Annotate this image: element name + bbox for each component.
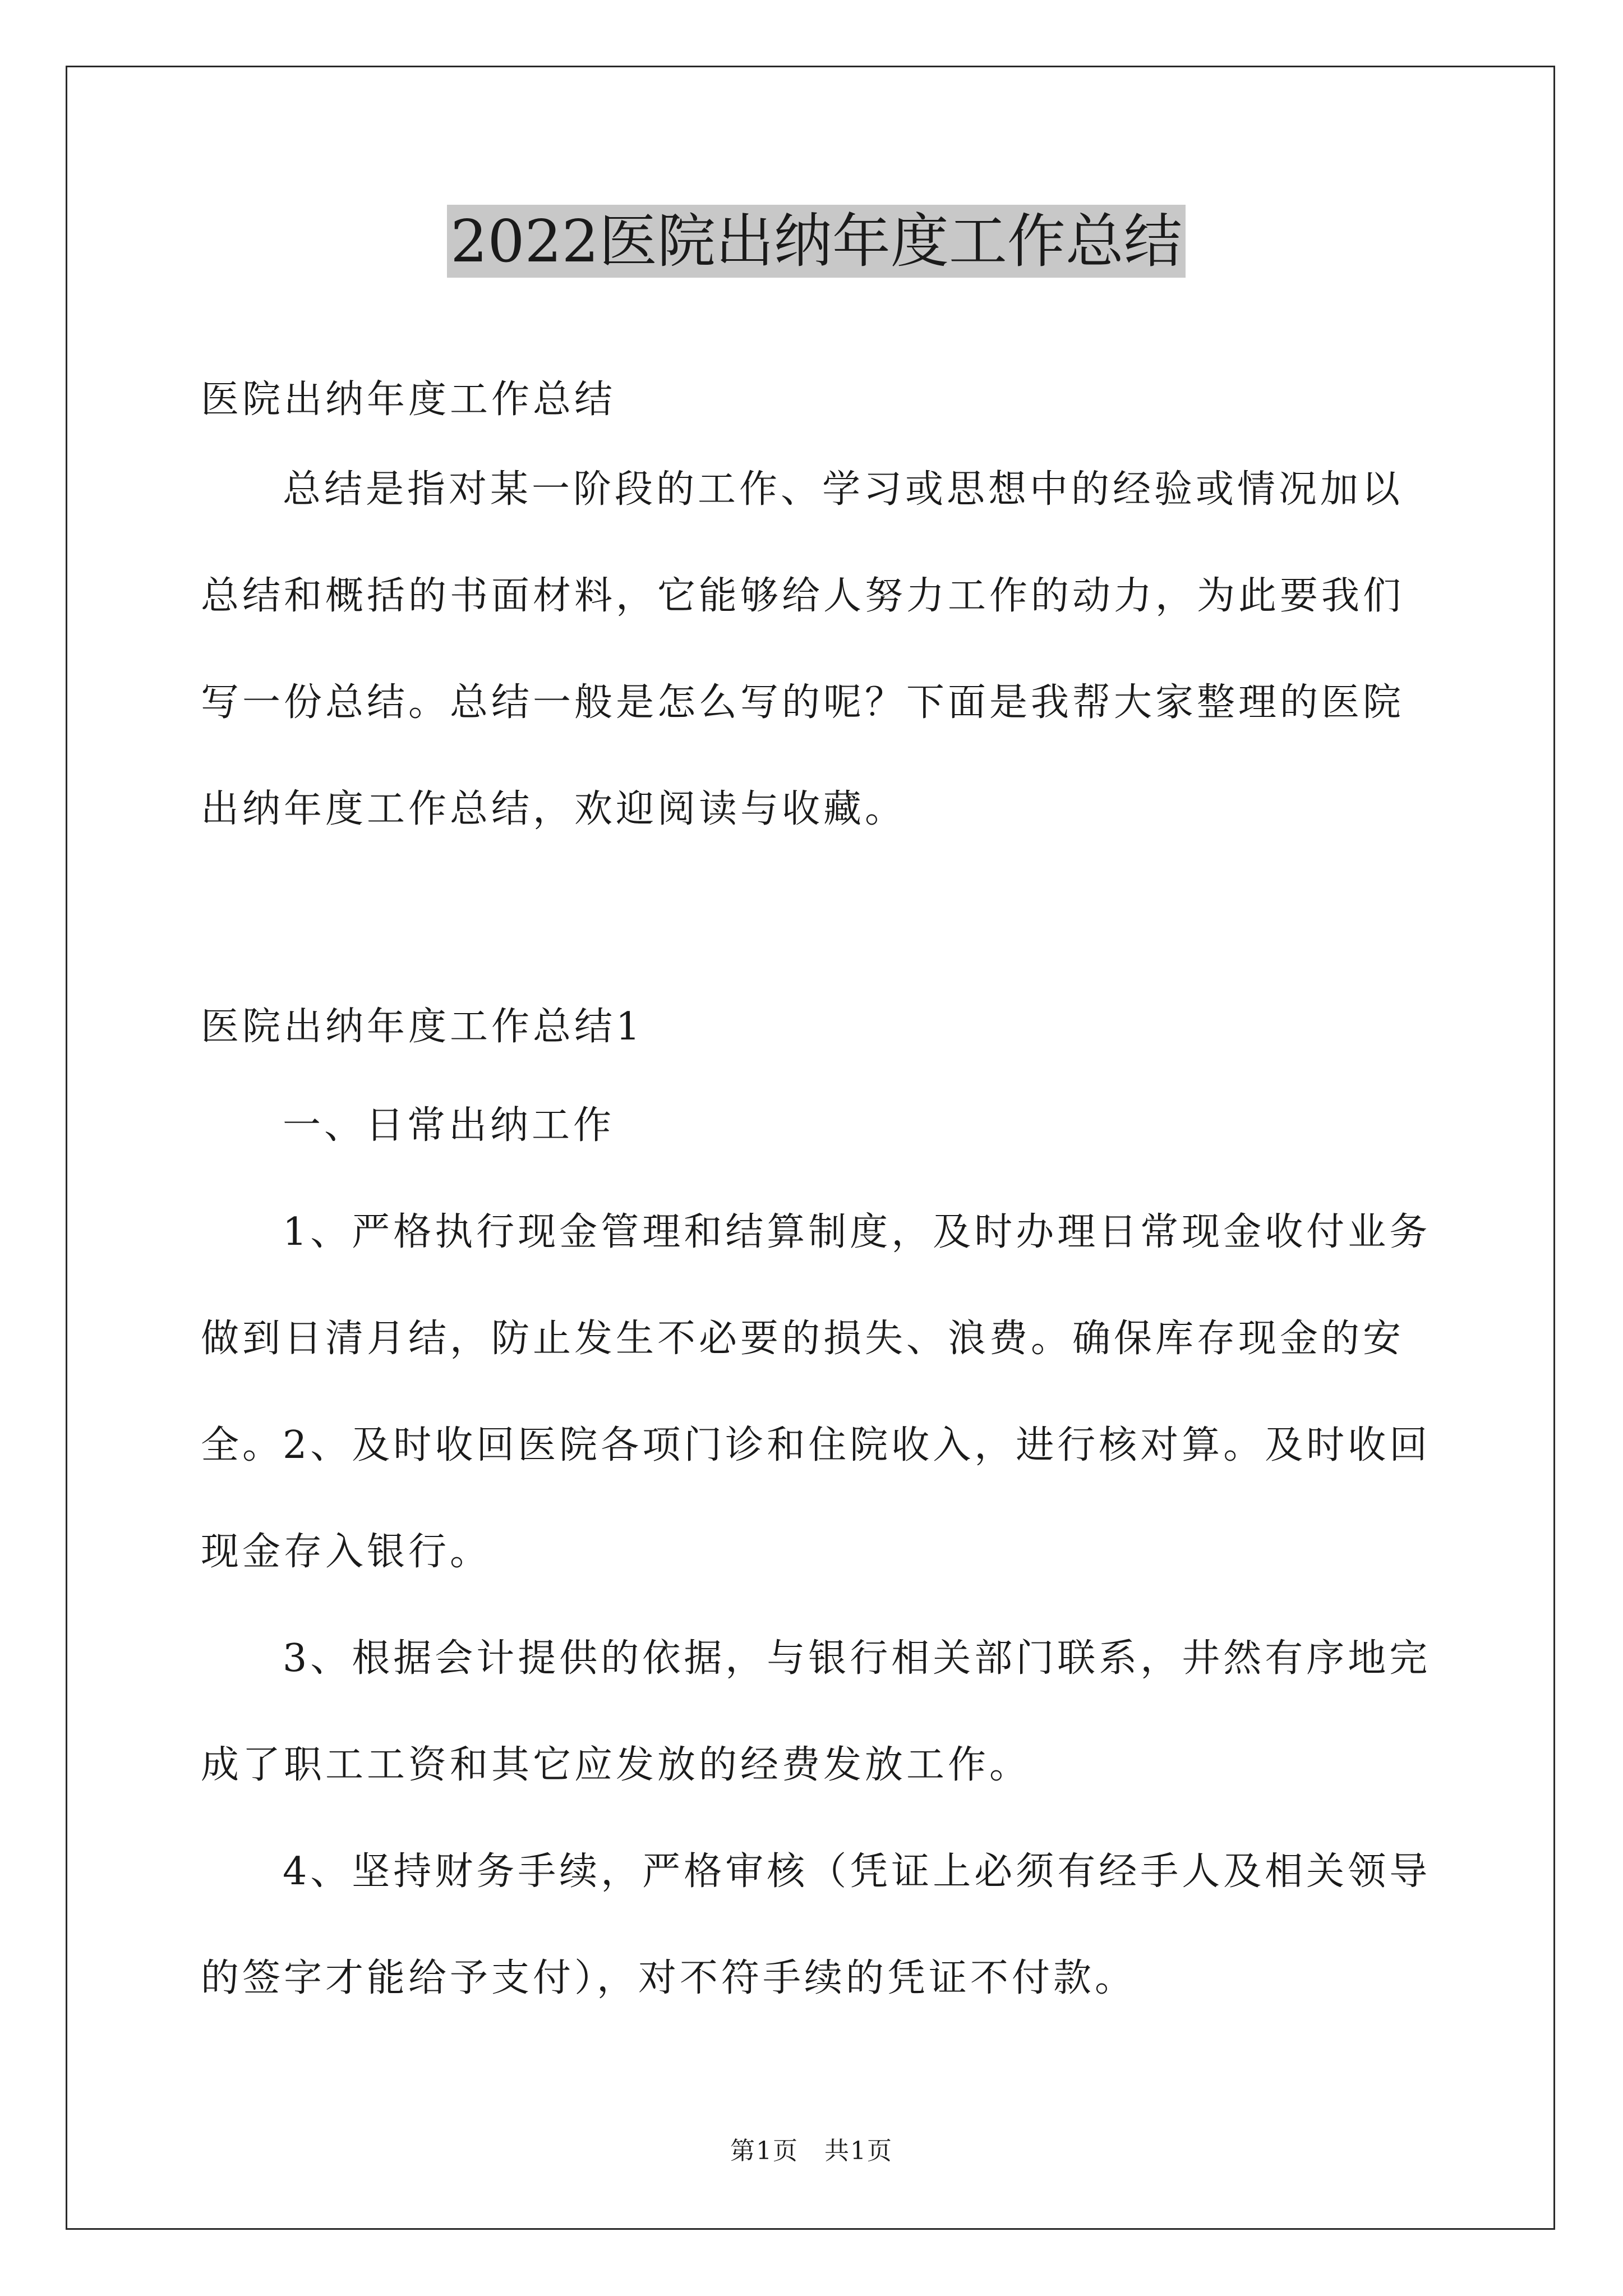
list-item: 2、及时收回医院各项门诊和住院收入，进行核对算。及时收回现金存入银行。: [201, 1423, 1431, 1574]
intro-paragraph: 总结是指对某一阶段的工作、学习或思想中的经验或情况加以总结和概括的书面材料，它能够给人努力工作的动力，为此要我们写一份总结。总结一般是怎么写的呢？下面是我帮大家整理的医院出纳年度工作总结，欢迎阅读与收藏。: [201, 467, 1405, 831]
page-number: 第1页 共1页: [730, 2137, 893, 2165]
section-heading: 医院出纳年度工作总结1: [201, 1005, 644, 1049]
part-heading: 一、日常出纳工作: [283, 1103, 615, 1148]
subtitle: 医院出纳年度工作总结: [201, 378, 616, 422]
list-item: 3、根据会计提供的依据，与银行相关部门联系，井然有序地完成了职工工资和其它应发放的经费发放工作。: [201, 1636, 1431, 1787]
list-item: 1、严格执行现金管理和结算制度，及时办理日常现金收付业务做到日清月结，防止发生不必要的损失、浪费。确保库存现金的安全。: [201, 1210, 1431, 1467]
list-item: 4、坚持财务手续，严格审核（凭证上必须有经手人及相关领导的签字才能给予支付），对不符手续的凭证不付款。: [201, 1849, 1431, 2000]
document-title: [201, 202, 1432, 280]
document-title-text: 2022医院出纳年度工作总结: [447, 205, 1186, 278]
